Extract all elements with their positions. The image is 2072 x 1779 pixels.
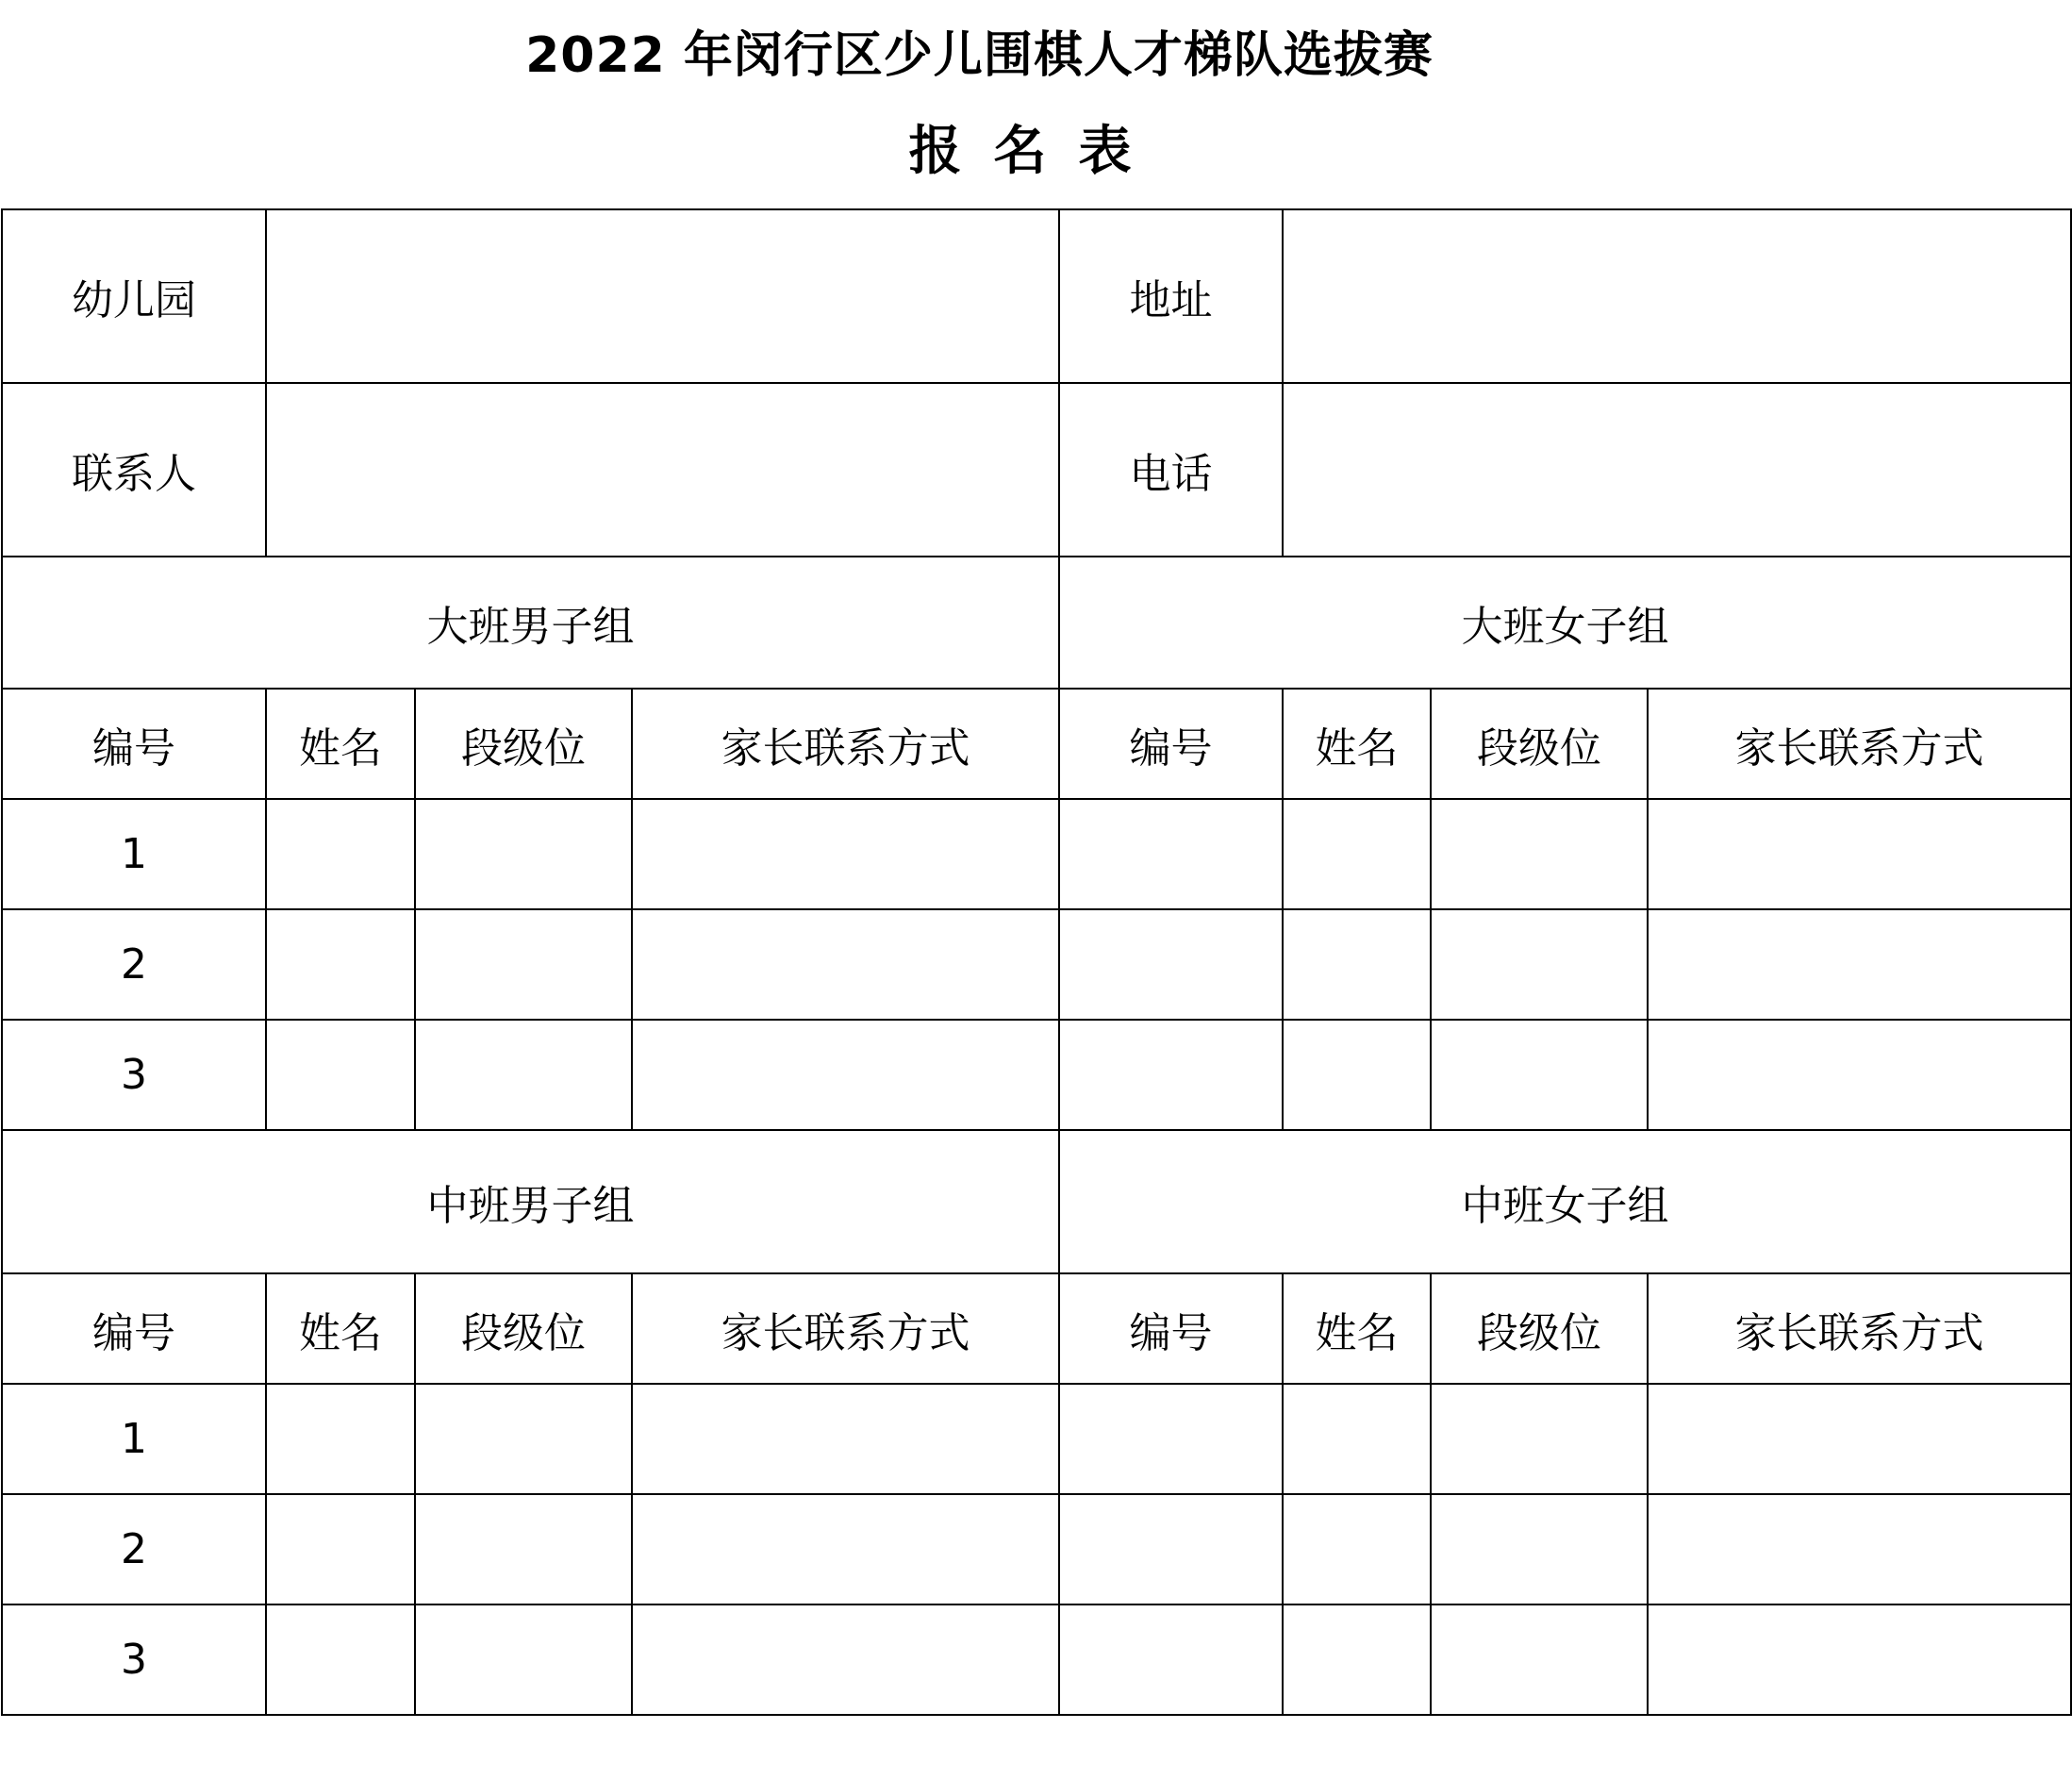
- group-header-row: [2, 1130, 2071, 1273]
- name-cell[interactable]: [1283, 1020, 1431, 1130]
- address-label: 地址: [1059, 209, 1283, 383]
- col-number-header: 编号: [1059, 1273, 1283, 1384]
- col-number-header: 编号: [2, 1273, 266, 1384]
- row-number: 1: [2, 799, 266, 909]
- group-title-right: 大班女子组: [1059, 557, 2071, 689]
- name-cell[interactable]: [1283, 1604, 1431, 1715]
- phone-label: 电话: [1059, 383, 1283, 557]
- parent-contact-cell[interactable]: [1648, 1604, 2071, 1715]
- name-cell[interactable]: [1283, 799, 1431, 909]
- table-row: [2, 799, 2071, 909]
- col-name-header: 姓名: [1283, 1273, 1431, 1384]
- row-number: 2: [2, 909, 266, 1020]
- rank-cell[interactable]: [1431, 1604, 1648, 1715]
- contact-row: [2, 383, 2071, 557]
- document-title: 2022 年闵行区少儿围棋人才梯队选拔赛: [525, 26, 1434, 84]
- name-cell[interactable]: [1283, 909, 1431, 1020]
- parent-contact-cell[interactable]: [632, 909, 1059, 1020]
- column-header-row: [2, 1273, 2071, 1384]
- kindergarten-row: [2, 209, 2071, 383]
- rank-cell[interactable]: [415, 1020, 632, 1130]
- row-number: 3: [2, 1020, 266, 1130]
- kindergarten-input[interactable]: [266, 209, 1059, 383]
- row-number: 3: [2, 1604, 266, 1715]
- table-row: [2, 1020, 2071, 1130]
- group-title-left: 大班男子组: [2, 557, 1059, 689]
- parent-contact-cell[interactable]: [1648, 1020, 2071, 1130]
- name-cell[interactable]: [266, 1384, 415, 1494]
- rank-cell[interactable]: [1431, 1020, 1648, 1130]
- table-row: [2, 1604, 2071, 1715]
- parent-contact-cell[interactable]: [632, 1494, 1059, 1604]
- parent-contact-cell[interactable]: [1648, 1384, 2071, 1494]
- row-number: 1: [2, 1384, 266, 1494]
- col-number-header: 编号: [1059, 689, 1283, 799]
- col-rank-header: 段级位: [1431, 689, 1648, 799]
- column-header-row: [2, 689, 2071, 799]
- name-cell[interactable]: [1283, 1384, 1431, 1494]
- col-parent-contact-header: 家长联系方式: [632, 1273, 1059, 1384]
- name-cell[interactable]: [1283, 1494, 1431, 1604]
- document-subtitle: 报名表: [908, 121, 1164, 182]
- group-header-row: [2, 557, 2071, 689]
- table-row: [2, 1494, 2071, 1604]
- contact-input[interactable]: [266, 383, 1059, 557]
- number-cell[interactable]: [1059, 799, 1283, 909]
- name-cell[interactable]: [266, 1020, 415, 1130]
- col-rank-header: 段级位: [1431, 1273, 1648, 1384]
- col-rank-header: 段级位: [415, 1273, 632, 1384]
- col-name-header: 姓名: [266, 689, 415, 799]
- rank-cell[interactable]: [415, 1494, 632, 1604]
- name-cell[interactable]: [266, 1604, 415, 1715]
- parent-contact-cell[interactable]: [1648, 1494, 2071, 1604]
- group-title-right: 中班女子组: [1059, 1130, 2071, 1273]
- contact-label: 联系人: [2, 383, 266, 557]
- parent-contact-cell[interactable]: [632, 799, 1059, 909]
- number-cell[interactable]: [1059, 1384, 1283, 1494]
- rank-cell[interactable]: [415, 1604, 632, 1715]
- address-input[interactable]: [1283, 209, 2071, 383]
- kindergarten-label: 幼儿园: [2, 209, 266, 383]
- number-cell[interactable]: [1059, 1604, 1283, 1715]
- table-row: [2, 909, 2071, 1020]
- number-cell[interactable]: [1059, 1020, 1283, 1130]
- table-row: [2, 1384, 2071, 1494]
- col-parent-contact-header: 家长联系方式: [632, 689, 1059, 799]
- rank-cell[interactable]: [1431, 909, 1648, 1020]
- rank-cell[interactable]: [1431, 799, 1648, 909]
- col-number-header: 编号: [2, 689, 266, 799]
- phone-input[interactable]: [1283, 383, 2071, 557]
- rank-cell[interactable]: [415, 1384, 632, 1494]
- parent-contact-cell[interactable]: [632, 1384, 1059, 1494]
- registration-table: [1, 208, 2072, 1716]
- rank-cell[interactable]: [1431, 1494, 1648, 1604]
- rank-cell[interactable]: [415, 799, 632, 909]
- name-cell[interactable]: [266, 1494, 415, 1604]
- parent-contact-cell[interactable]: [632, 1604, 1059, 1715]
- group-title-left: 中班男子组: [2, 1130, 1059, 1273]
- row-number: 2: [2, 1494, 266, 1604]
- rank-cell[interactable]: [415, 909, 632, 1020]
- name-cell[interactable]: [266, 799, 415, 909]
- parent-contact-cell[interactable]: [632, 1020, 1059, 1130]
- rank-cell[interactable]: [1431, 1384, 1648, 1494]
- parent-contact-cell[interactable]: [1648, 799, 2071, 909]
- col-name-header: 姓名: [1283, 689, 1431, 799]
- col-parent-contact-header: 家长联系方式: [1648, 1273, 2071, 1384]
- col-parent-contact-header: 家长联系方式: [1648, 689, 2071, 799]
- col-rank-header: 段级位: [415, 689, 632, 799]
- col-name-header: 姓名: [266, 1273, 415, 1384]
- number-cell[interactable]: [1059, 909, 1283, 1020]
- name-cell[interactable]: [266, 909, 415, 1020]
- number-cell[interactable]: [1059, 1494, 1283, 1604]
- parent-contact-cell[interactable]: [1648, 909, 2071, 1020]
